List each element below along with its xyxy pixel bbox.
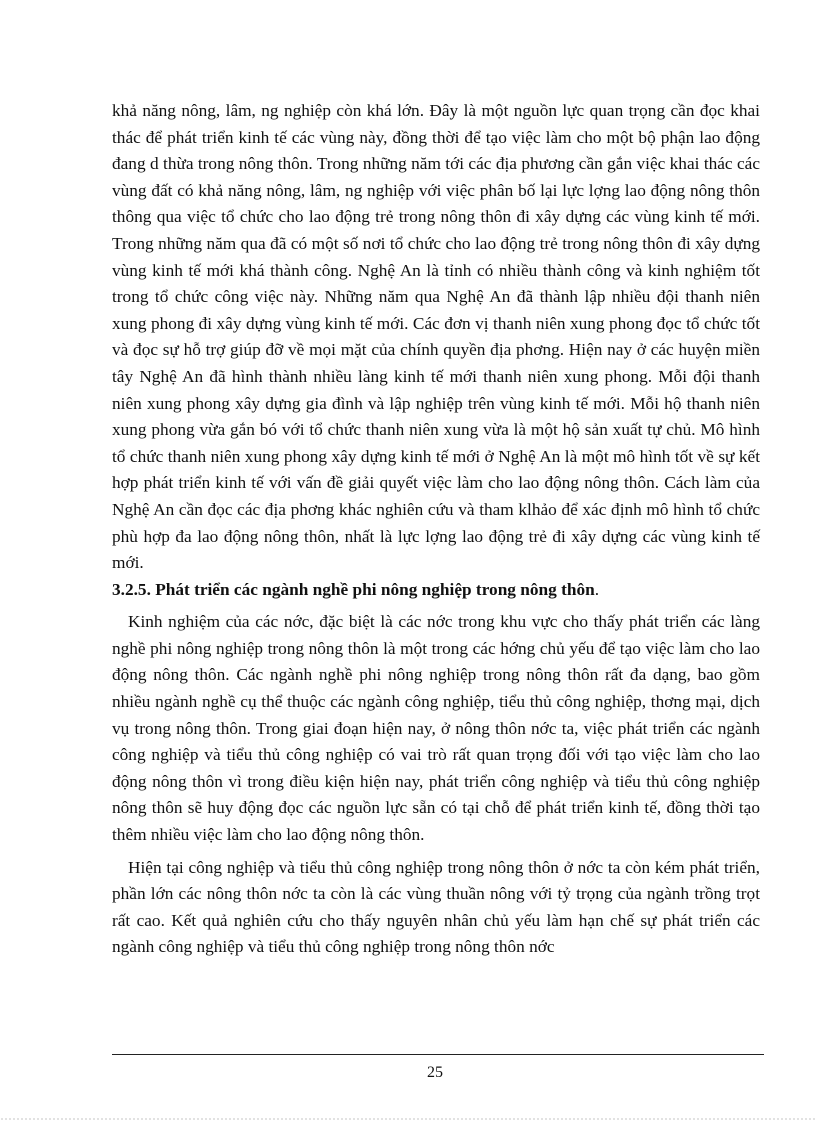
section-heading-text: 3.2.5. Phát triển các ngành nghề phi nông nghiệp trong nông thôn [112,579,595,599]
dotted-border [0,1118,816,1120]
paragraph-2: Kinh nghiệm của các nớc, đặc biệt là các nớc trong khu vực cho thấy phát triển các làng nghề phi nông nghiệp trong nông thôn là một trong các hớng chủ yếu để tạo việc làm cho lao động nông thôn. Các ngành nghề phi nông nghiệp trong nông thôn rất đa dạng, bao gồm nhiều ngành nghề cụ thể thuộc các ngành công nghiệp, tiểu thủ công nghiệp, thơng mại, dịch vụ trong nông thôn. Trong giai đoạn hiện nay, ở nông thôn nớc ta, việc phát triển các ngành công nghiệp và tiểu thủ công nghiệp có vai trò rất quan trọng đối với tạo việc làm cho lao động nông thôn vì trong điều kiện hiện nay, phát triển công nghiệp và tiểu thủ công nghiệp nông thôn sẽ huy động đọc các nguồn lực sẵn có tại chỗ để phát triển kinh tế, đồng thời tạo thêm nhiều việc làm cho lao động nông thôn. [112,612,760,845]
body-text [112,98,760,961]
paragraph-3: Hiện tại công nghiệp và tiểu thủ công nghiệp trong nông thôn ở nớc ta còn kém phát triển, phần lớn các nông thôn nớc ta còn là các vùng thuần nông với tỷ trọng của ngành trồng trọt rất cao. Kết quả nghiên cứu cho thấy nguyên nhân chủ yếu làm hạn chế sự phát triển các ngành công nghiệp và tiểu thủ công nghiệp trong nông thôn nớc [112,857,760,957]
page-number: 25 [427,1064,443,1081]
footer-rule [112,1054,764,1055]
section-heading [112,577,760,604]
section-heading-period: . [594,579,600,599]
paragraph-1: khả năng nông, lâm, ng nghiệp còn khá lớn. Đây là một nguồn lực quan trọng cần đọc khai thác để phát triển kinh tế các vùng này, đồng thời để tạo việc làm cho một bộ phận lao động đang d thừa trong nông thôn. Trong những năm tới các địa phương cần gắn việc khai thác các vùng đất có khả năng nông, lâm, ng nghiệp với việc phân bố lại lực lợng lao động nông thôn thông qua việc tổ chức cho lao động trẻ trong nông thôn đi xây dựng các vùng kinh tế mới. Trong những năm qua đã có một số nơi tổ chức cho lao động trẻ trong nông thôn đi xây dựng vùng kinh tế mới khá thành công. Nghệ An là tỉnh có nhiều thành công và kinh nghiệm tốt trong tổ chức công việc này. Những năm qua Nghệ An đã thành lập nhiều đội thanh niên xung phong đi xây dựng vùng kinh tế mới. Các đơn vị thanh niên xung phong đọc tổ chức tốt và đọc sự hỗ trợ giúp đỡ về mọi mặt của chính quyền địa phơng. Hiện nay ở các huyện miền tây Nghệ An đã hình thành nhiều làng kinh tế mới thanh niên xung phong. Mỗi đội thanh niên xung phong xây dựng gia đình và lập nghiệp trên vùng kinh tế mới. Mỗi hộ thanh niên xung phong vừa gắn bó với tổ chức thanh niên xung vừa là một hộ sản xuất tự chủ. Mô hình tổ chức thanh niên xung phong xây dựng kinh tế mới ở Nghệ An là một mô hình tốt về sự kết hợp phát triển kinh tế với vấn đề giải quyết việc làm cho lao động nông thôn. Cách làm của Nghệ An cần đọc các địa phơng khác nghiên cứu và tham klhảo để xác định mô hình tổ chức phù hợp đa lao động nông thôn, nhất là lực lợng lao động trẻ đi xây dựng các vùng kinh tế mới. [112,101,760,573]
